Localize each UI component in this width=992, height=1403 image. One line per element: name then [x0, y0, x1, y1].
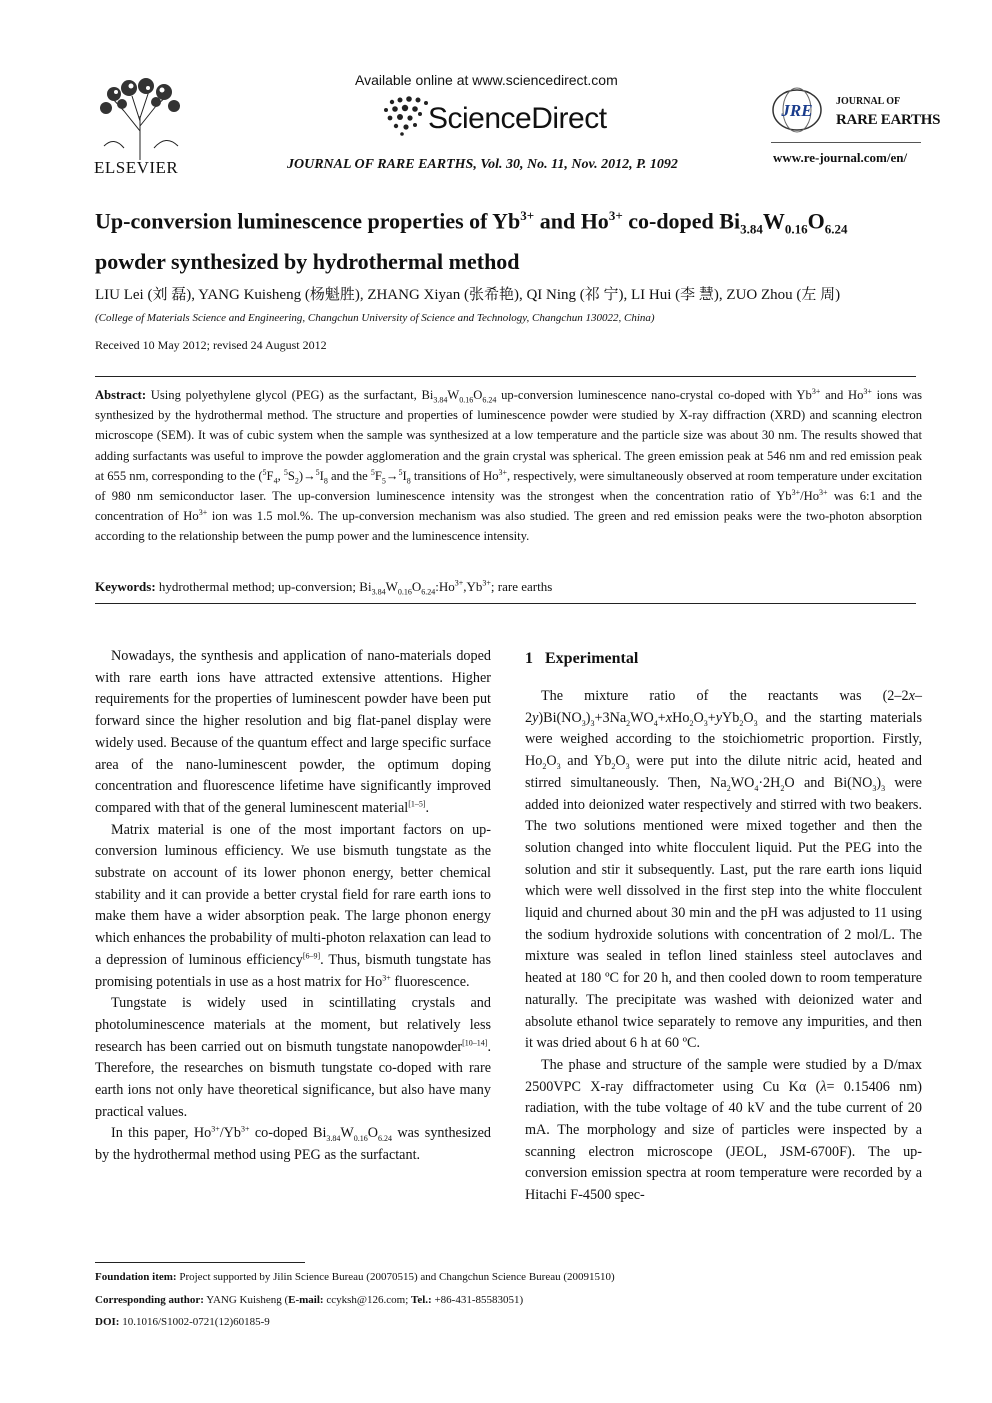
- paragraph: Tungstate is widely used in scintillating crystals and photoluminescence materials at the moment, but relatively less research has been carried out on bismuth tungstate nanopowder[10–14]. Therefore, the researches on bismuth tungstate co-doped with rare earth ions not only have theoretical significance, but also have many practical values.: [95, 995, 491, 1120]
- doi-footnote: [95, 1316, 270, 1328]
- elsevier-wordmark: ELSEVIER: [94, 158, 179, 177]
- jre-logo-icon: [771, 86, 823, 134]
- jre-journal-of: JOURNAL OF: [836, 96, 901, 107]
- footnote-rule: [95, 1262, 305, 1263]
- available-online-text: Available online at www.sciencedirect.com: [355, 72, 618, 88]
- jre-divider: [771, 142, 921, 143]
- paragraph: In this paper, $Ho^{3+}/Yb^{3+}$ co-doped $Bi_{3.84}W_{0.16}O_{6.24}$ was synthesized by the hydrothermal method using PEG as the surfactant.: [95, 1124, 491, 1164]
- author-list: LIU Lei (刘 磊), YANG Kuisheng (杨魁胜), ZHANG Xiyan (张希艳), QI Ning (祁 宁), LI Hui (李 慧), ZUO Zhou (左 周): [95, 287, 841, 303]
- foundation-footnote: [95, 1271, 615, 1283]
- foundation-text: Project supported by Jilin Science Bureau (20070515) and Changchun Science Bureau (20091510): [176, 1271, 615, 1283]
- paper-title: Up-conversion luminescence properties of $Yb^{3+}$ and $Ho^{3+}$ co-doped $Bi_{3.84}W_{0.16}O_{6.24}$ powder synthesized by hydrothermal method: [95, 208, 848, 274]
- paragraph: The mixture ratio of the reactants was $(2-2x-2y)Bi(NO_3)_3+3Na_2WO_4+xHo_2O_3+yYb_2O_3$ and the starting materials were weighed according to the stoichiometric proportion. Firstly, $Ho_2O_3$ and $Yb_2O_3$ were put into the dilute nitric acid, heated and stirred simultaneously. Then, $Na_2WO_4\cdot 2H_2O$ and $Bi(NO_3)_3$ were added into deionized water respectively and stirred with two beakers. The two solutions mentioned were mixed together and then the solution changed into white flocculent liquid. Put the PEG into the solution and stir it subsequently. Last, put the rare earth ions liquid which were well dissolved in the first step into the white flocculent liquid and churned about 30 min and the pH was adjusted to 11 using the sodium hydroxide solutions with concentration of 2 mol/L. The mixture was sealed in teflon lined stainless steel autoclaves and heated at 180 ºC for 20 h, and then cooled down to room temperature naturally. The precipitate was washed with deionized water and absolute ethanol twice separately to remove any impurities, and then it was dried about 6 h at 60 ºC.: [525, 688, 922, 1052]
- abstract: Abstract: Using polyethylene glycol (PEG) as the surfactant, $Bi_{3.84}W_{0.16}O_{6.24}$ up-conversion luminescence nano-crystal co-doped with $Yb^{3+}$ and $Ho^{3+}$ ions was synthesized by the hydrothermal method. The structure and properties of luminescence powder were studied by X-ray diffraction (XRD) and scanning electron microscope (SEM). It was of cubic system when the sample was synthesized at a low temperature and the particle size was about 30 nm. The results showed that adding surfactants was useful to improve the powder agglomeration and the grain crystal was spherical. The green emission peak at 546 nm and red emission peak at 655 nm, corresponding to the ($^5F_4$, $^5S_2)\to^5I_8$ and the $^5F_5\to^5I_8$ transitions of $Ho^{3+}$, respectively, were simultaneously observed at room temperature under excitation of 980 nm semiconductor laser. The up-conversion luminescence intensity was the strongest when the concentration ratio of $Yb^{3+}/Ho^{3+}$ was 6:1 and the concentration of $Ho^{3+}$ ion was 1.5 mol.%. The up-conversion mechanism was also studied. The green and red emission peaks were the two-photon absorption according to the relationship between the pump power and the luminescence intensity.: [95, 386, 923, 544]
- affiliation: (College of Materials Science and Engineering, Changchun University of Science and Technology, Changchun 130022, China): [95, 312, 655, 324]
- foundation-label: Foundation item:: [95, 1271, 177, 1283]
- keywords: Keywords: hydrothermal method; up-conversion; $Bi_{3.84}W_{0.16}O_{6.24}:Ho^{3+},Yb^{3+}$; rare earths: [95, 578, 553, 597]
- doi-label: DOI:: [95, 1316, 120, 1328]
- paragraph: The phase and structure of the sample were studied by a D/max 2500VPC X-ray diffractometer using Cu Kα (λ= 0.15406 nm) radiation, with the tube voltage of 40 kV and the tube current of 20 mA. The morphology and size of particles were inspected by a scanning electron microscope (JEOL, JSM-6700F). The up-conversion emission spectra at room temperature were recorded by a Hitachi F-4500 spec-: [525, 1056, 922, 1204]
- left-column: [95, 646, 491, 1167]
- doi-text: 10.1016/S1002-0721(12)60185-9: [119, 1316, 270, 1328]
- abstract-top-rule: [95, 376, 916, 377]
- jre-rare-earths: RARE EARTHS: [836, 112, 941, 128]
- paragraph: Matrix material is one of the most important factors on up-conversion luminous efficiency. We use bismuth tungstate as the substrate on account of its lower phonon energy, better chemical stability and it can provide a better crystal field for rare earth ions to make them have a wider absorption peak. The large phonon energy which enhances the probability of multi-photon relaxation can lead to a depression of luminous efficiency[6–9]. Thus, bismuth tungstate has promising potentials in use as a host matrix for $Ho^{3+}$ fluorescence.: [95, 821, 491, 990]
- corresponding-footnote: Corresponding author: YANG Kuisheng (E-mail: ccyksh@126.com; Tel.: +86-431-85583051): [95, 1294, 524, 1306]
- jre-url: www.re-journal.com/en/: [773, 150, 908, 165]
- right-column: [525, 686, 922, 1207]
- abstract-bottom-rule: [95, 603, 916, 604]
- elsevier-tree-logo: [94, 76, 186, 160]
- section-heading: 1 Experimental: [525, 650, 639, 667]
- received-dates: Received 10 May 2012; revised 24 August 2012: [95, 338, 327, 352]
- jre-logo-text: JRE: [781, 101, 813, 120]
- sciencedirect-wordmark: ScienceDirect: [428, 102, 607, 135]
- journal-citation-line: JOURNAL OF RARE EARTHS, Vol. 30, No. 11, Nov. 2012, P. 1092: [287, 157, 678, 172]
- paragraph: Nowadays, the synthesis and application of nano-materials doped with rare earth ions have attracted extensive attentions. Higher requirements for the properties of luminescent powder have been put forward since the higher resolution and big flat-panel display were widely used. Because of the quantum effect and large specific surface area of the nano-luminescent powder, the optimum doping concentration and fluorescence lifetime have significantly improved compared with that of the general luminescent material[1–5].: [95, 648, 491, 816]
